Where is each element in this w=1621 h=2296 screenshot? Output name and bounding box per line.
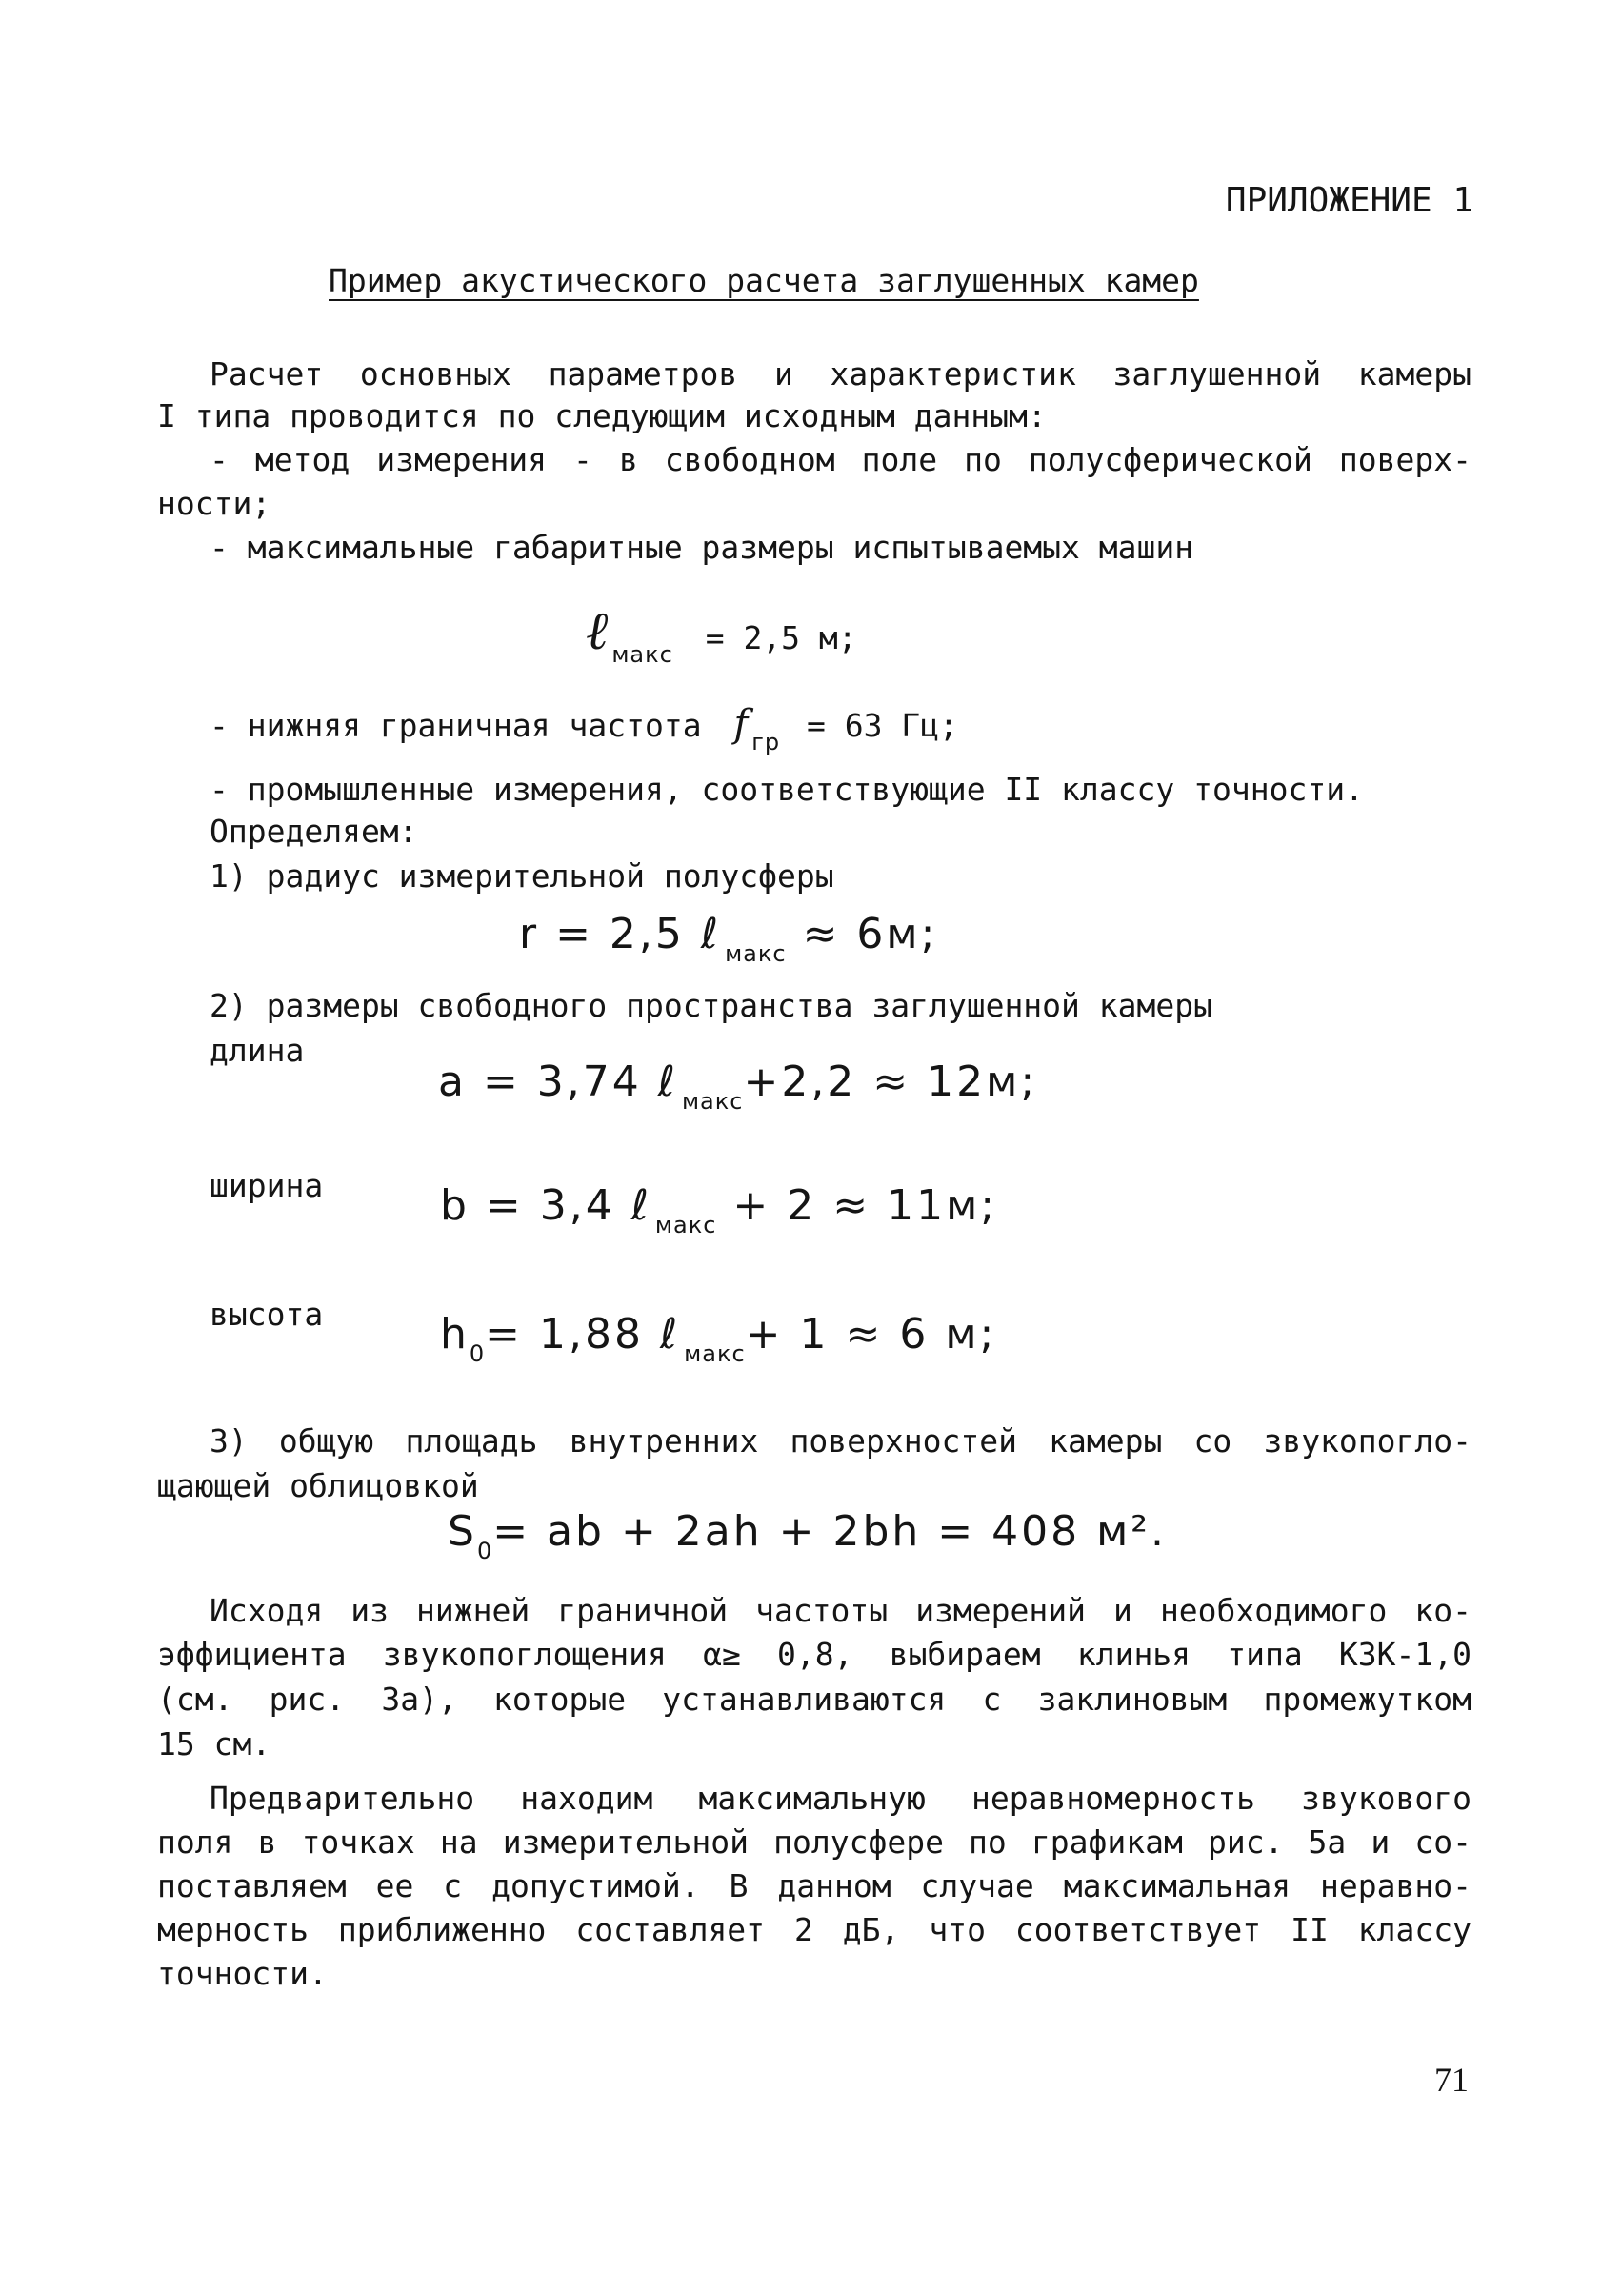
lmax-symbol: ℓ [586, 600, 609, 662]
step3-line-2: щающей облицовкой [157, 1467, 479, 1504]
page-title-text: Пример акустического расчета заглушенных камер [329, 262, 1199, 299]
radius-left: r = 2,5 ℓ [519, 910, 722, 958]
freq-value: = 63 Гц; [788, 707, 958, 744]
area-left: S [448, 1507, 477, 1556]
length-right: +2,2 ≈ 12м; [743, 1057, 1038, 1106]
radius-right: ≈ 6м; [786, 910, 938, 958]
para1-line-2: эффициента звукопоглощения α≥ 0,8, выбираем клинья типа КЗК-1,0 [157, 1636, 1471, 1673]
freq-subscript: гр [751, 729, 781, 755]
para2-line-1: Предварительно находим максимальную неравномерность звукового [210, 1780, 1471, 1817]
para1-line-1: Исходя из нижней граничной частоты измерений и необходимого ко- [210, 1592, 1471, 1629]
intro-line-5: - максимальные габаритные размеры испытываемых машин [210, 529, 1194, 566]
width-right: + 2 ≈ 11м; [716, 1181, 998, 1230]
equation-length [438, 1057, 1038, 1115]
step3-line-1: 3) общую площадь внутренних поверхностей камеры со звукопогло- [210, 1422, 1471, 1460]
equation-lmax [586, 600, 857, 668]
height-left: h [440, 1310, 470, 1359]
width-left: b = 3,4 ℓ [440, 1181, 651, 1230]
step2-label: 2) размеры свободного пространства заглушенной камеры [210, 987, 1212, 1024]
intro-line-2: I типа проводится по следующим исходным данным: [157, 397, 1047, 434]
equation-radius [519, 910, 938, 967]
para2-line-3: поставляем ее с допустимой. В данном случае максимальная неравно- [157, 1867, 1471, 1904]
para1-line-4: 15 см. [157, 1725, 271, 1762]
para1-line-3: (см. рис. 3а), которые устанавливаются с заклиновым промежутком [157, 1681, 1471, 1718]
freq-text: - нижняя граничная частота [210, 707, 702, 744]
appendix-heading: ПРИЛОЖЕНИЕ 1 [1225, 181, 1473, 220]
height-subscript-0: 0 [469, 1340, 486, 1367]
equation-width [440, 1181, 998, 1239]
height-label: высота [210, 1296, 324, 1333]
freq-symbol: f [733, 702, 749, 746]
area-subscript-0: 0 [476, 1538, 493, 1564]
lmax-subscript: макс [611, 641, 673, 668]
equation-area [448, 1507, 1167, 1564]
para2-line-4: мерность приближенно составляет 2 дБ, что соответствует II классу [157, 1911, 1471, 1948]
lmax-value: = 2,5 м; [686, 619, 857, 656]
para2-line-5: точности. [157, 1955, 328, 1992]
radius-subscript: макс [725, 940, 787, 967]
freq-line [210, 702, 958, 755]
length-left: a = 3,74 ℓ [438, 1057, 678, 1106]
intro-line-4: ности; [157, 485, 271, 522]
accuracy-line: - промышленные измерения, соответствующие II классу точности. [210, 771, 1364, 808]
length-subscript: макс [681, 1088, 744, 1115]
step1-label: 1) радиус измерительной полусферы [210, 857, 834, 895]
length-label: длина [210, 1032, 305, 1069]
page-title [329, 259, 1199, 303]
equation-height [440, 1310, 997, 1367]
intro-line-3: - метод измерения - в свободном поле по полусферической поверх- [210, 441, 1471, 478]
height-subscript: макс [684, 1340, 746, 1367]
para2-line-2: поля в точках на измерительной полусфере по графикам рис. 5а и со- [157, 1823, 1471, 1861]
width-label: ширина [210, 1167, 324, 1204]
area-right: = ab + 2ah + 2bh = 408 м². [492, 1507, 1167, 1556]
intro-line-1: Расчет основных параметров и характеристик заглушенной камеры [210, 355, 1471, 393]
height-right: + 1 ≈ 6 м; [745, 1310, 997, 1359]
height-mid: = 1,88 ℓ [485, 1310, 681, 1359]
define-line: Определяем: [210, 813, 418, 850]
page-number: 71 [1434, 2061, 1469, 2099]
width-subscript: макс [654, 1212, 717, 1239]
